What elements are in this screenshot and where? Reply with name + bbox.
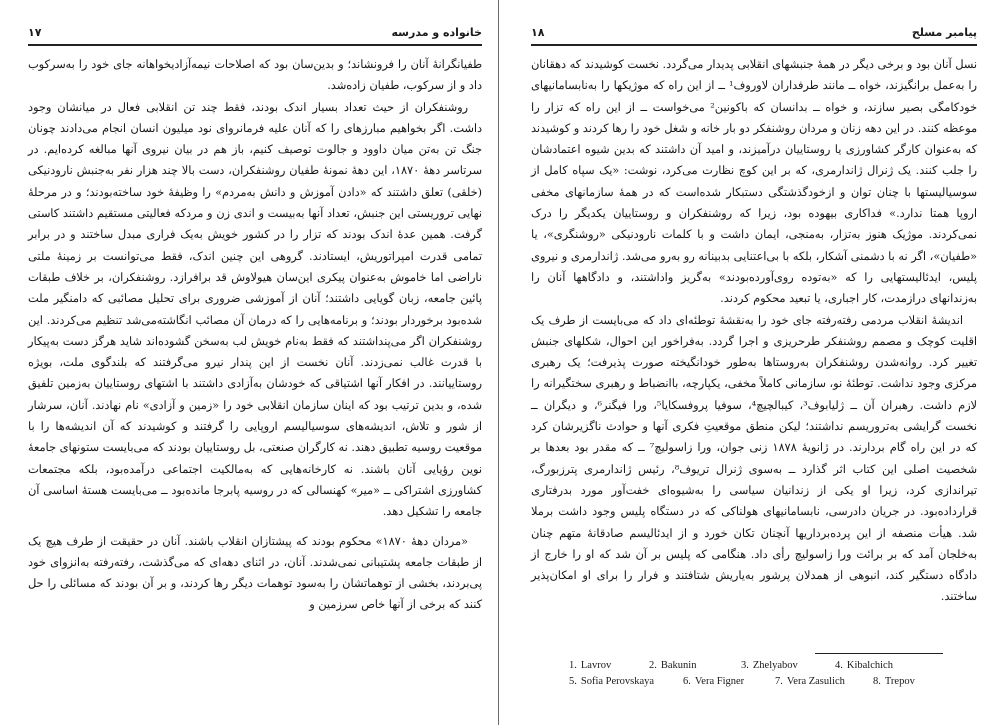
footnote-rule: [815, 653, 943, 654]
running-title: خانواده و مدرسه: [391, 26, 482, 39]
footnote-item: 8. Trepov: [873, 676, 915, 687]
paragraph: روشنفکران از حیث تعداد بسیار اندک بودند، فقط چند تن انقلابی فعال در میانشان وجود داشت. اگر بخواهیم مبارزهای را که آنان علیه فرمانروای نود میلیون انسان انجام می‌دادند چونان جنگ تن به‌تن میان داوود و جالوت توصیف کنیم، باز هم در بیان نیروی آنها مبالغه کرده‌ایم. در سرتاسر دههٔ ۱۸۷۰، این دههٔ نمونهٔ طفیان روشنفکران، دست بالا چند هزار نفر به‌جنبش نارودنیکی (خلقی) تعلق داشتند که «دادن آموزش و دانش به‌مردم» را وظیفهٔ خود ساخته‌بودند؛ و در مرحلهٔ نهایی تروریستی این جنبش، تعداد آنها به‌بیست و اندی زن و مردکه فعالیتی مستقیم داشتند کاستی گرفت. همین عدهٔ اندک بودند که تزار را در کشور خویش به‌یک فراری مبدل ساختند و در برابر تمامی قدرت امپراتوریش، ایستادند. گروهی این چنین اندک، فقط می‌توانست بر زمینهٔ ملتی ناراضی اما خاموش به‌عنوان پیکری این‌سان هیولاوش قد برافرازد. روشنفکران، بر خلاف طبقات پائین جامعه، زبان گویایی داشتند؛ آنان از آموزشی ضروری برای تحلیل مصائبی که دامنگیر ملت شده‌بود برخوردار بودند؛ و برنامه‌هایی را که درمان آن مصائب انگاشته‌می‌شد تنظیم می‌کردند. این روشنفکران اگر می‌پنداشتند که فقط به‌نام خویش لب به‌سخن گشوده‌اند شاید هرگز دست به‌پیکار با قدرت غالب نمی‌زدند. آنان نخست از این پندار نیرو می‌گرفتند که بلندگوی ملت، بویژه روستاییانند. در افکار آنها اشتیاقی که خودشان به‌آزادی داشتند با اشتهای روستاییان به‌زمین تلفیق شده، و بدین ترتیب بود که اینان سازمان انقلابی خود را «زمین و آزادی» نام نهادند. آنان، سرشار از شور و تلاش، اندیشه‌های سوسیالیسم اروپایی را گرفتند و کوشیدند که آن اندیشه‌ها را با موقعیت روسیه تطبیق دهند. نه کارگران صنعتی، بل روستاییان بودند که می‌بایست ستونهای جامعهٔ نوین رؤیایی آنان باشند. نه کارخانه‌هایی که به‌مالکیت اجتماعی درآمده‌بود، بلکه مجتمعات کشاورزی اشتراکی ــ «میر» کهنسالی که در روسیه پابرجا مانده‌بود ــ می‌بایست هستهٔ اساسی آن جامعه را تشکیل دهد.: [28, 100, 482, 519]
left-page: [0, 0, 498, 725]
header-rule: [531, 44, 977, 46]
footnote-item: 7. Vera Zasulich: [775, 676, 845, 687]
footnote-row: [557, 674, 957, 690]
footnote-item: 3. Zhelyabov: [741, 660, 798, 671]
footnote-item: 2. Bakunin: [649, 660, 697, 671]
footnote-item: 4. Kibalchich: [835, 660, 893, 671]
paragraph: «مردان دههٔ ۱۸۷۰» محکوم بودند که پیشتازان انقلاب باشند. آنان در حقیقت از طرف هیچ یک از طبقات جامعه پشتیبانی نمی‌شدند. آنان، در اثنای دهه‌ای که می‌گذشت، رفته‌رفته به‌انزوای خود پی‌بردند، بخشی از توهماتشان را به‌سود توهمات دیگر رها کردند، و بر آن بودند که مسائلی را حل کنند که برخی از آنها خاص سرزمین و: [28, 534, 482, 612]
footnote-item: 6. Vera Figner: [683, 676, 745, 687]
footnote-item: 5. Sofia Perovskaya: [569, 676, 655, 687]
left-page-body: [28, 54, 482, 616]
right-page-header: [531, 26, 977, 42]
paragraph: نسل آنان بود و برخی دیگر در همهٔ جنبشهای انقلابی پدیدار می‌گردد. نخست کوشیدند که دهقانان را به‌عمل برانگیزند، خواه ــ مانند طرفداران لاوروف¹ ــ از این راه که موژیکها را به‌نابسامانیهای خودکامگی بصیر سازند، و خواه ــ بدانسان که باکونین² می‌خواست ــ از این راه که تزار را موعظه کنند. در این دهه زنان و مردان روشنفکر دو بار خانه و شغل خود را رها کردند و کوشیدند که به‌عنوان کارگر کشاورزی یا روستاییان درآمیزند، و امید آن داشتند که بدین شیوه اعتمادشان را جلب کنند. یک ژنرال ژاندارمری، که بر این کوچ نظارت می‌کرد، نوشت: «یک سپاه کامل از سوسیالیستها با چنان توان و ازخودگذشتگی دستبکار شده‌است که در همهٔ سازمانهای مخفی اروپا همتا ندارد.» فداکاری بیهوده بود، زیرا که روشنفکران و روستاییان یکدیگر را درک نمی‌کردند. موژیک هنوز به‌تزار، به‌منجی، ایمان داشت و با کلمات نارودنیکی «روشنگری»، یا «طفیان»، اگر نه با دشمنی آشکار، بلکه با بی‌اعتنایی بدبینانه رو به‌رو می‌شد. ژاندارمری و نیروی پلیس، ایدئالیستهایی را که «به‌توده روی‌آورده‌بودند» به‌گریز واداشتند، و دادگاهها آنان را به‌زندانهای درازمدت، کار اجباری، یا تبعید محکوم کردند.: [531, 58, 977, 306]
footnote-item: 1. Lavrov: [569, 660, 612, 671]
footnotes: [557, 658, 957, 690]
footnote-row: [557, 658, 957, 674]
right-page: [499, 0, 999, 725]
header-rule: [28, 44, 482, 46]
page-number: ۱۸: [531, 26, 545, 39]
left-page-header: [28, 26, 482, 42]
running-title: پیامبر مسلح: [911, 26, 977, 39]
right-page-body: [531, 54, 977, 608]
paragraph: طفیانگرانهٔ آنان را فرونشاند؛ و بدین‌سان بود که اصلاحات نیمه‌آزادیخواهانه جای خود را به‌سرکوب داد و از سرکوب، طفیان زاده‌شد.: [28, 58, 482, 93]
paragraph: اندیشهٔ انقلاب مردمی رفته‌رفته جای خود را به‌نقشهٔ توطئه‌ای داد که می‌بایست از طرف یک اقلیت کوچک و مصمم روشنفکر طرحریزی و اجرا گردد. به‌فراخور این احوال، شکلهای جنبش تغییر کرد. روانه‌شدن روشنفکران به‌روستاها به‌طور خودانگیخته صورت پذیرفت؛ یک رهبری مرکزی وجود نداشت. توطئهٔ نو، سازمانی کاملاً مخفی، یکپارچه، باانضباط و رهبری سختگیرانه را لازم داشت. رهبران آن ــ ژلیابوف³، کیبالچیچ⁴، سوفیا پروفسکایا⁵، ورا فیگنر⁶، و دیگران ــ نخست گرایشی به‌تروریسم نداشتند؛ لیکن منطق موقعیتِ فکری آنها و حوادث ناگزیرشان کرد که در این راه گام بردارند. در ژانویهٔ ۱۸۷۸ زنی جوان، ورا زاسولیچ⁷ ــ که مقدر بود بعدها بر شخصیت اصلی این کتاب اثر گذارد ــ به‌سوی ژنرال تریوف⁸، رئیس ژاندارمری پترزبورگ، تیراندازی کرد، زیرا او یکی از زندانیان سیاسی را به‌شیوه‌ای خفت‌آور مورد بدرفتاری قرارداده‌بود. در جریان دادرسی، نابسامانیهای هولناکی که در دستگاه پلیس وجود داشت برملا شد. هیأت منصفه از این پرده‌برداریها آنچنان تکان خورد و از ایدئالیسم صادقانهٔ متهم چنان به‌خلجان آمد که بر برائت ورا زاسولیچ رأی داد. هنگامی که پلیس بر آن شد که او را خارج از دادگاه دستگیر کند، انبوهی از همدلان پرشور به‌یاریش شتافتند و فرار را برای او امکان‌پذیر ساختند.: [531, 313, 978, 604]
page-number: ۱۷: [28, 26, 42, 39]
